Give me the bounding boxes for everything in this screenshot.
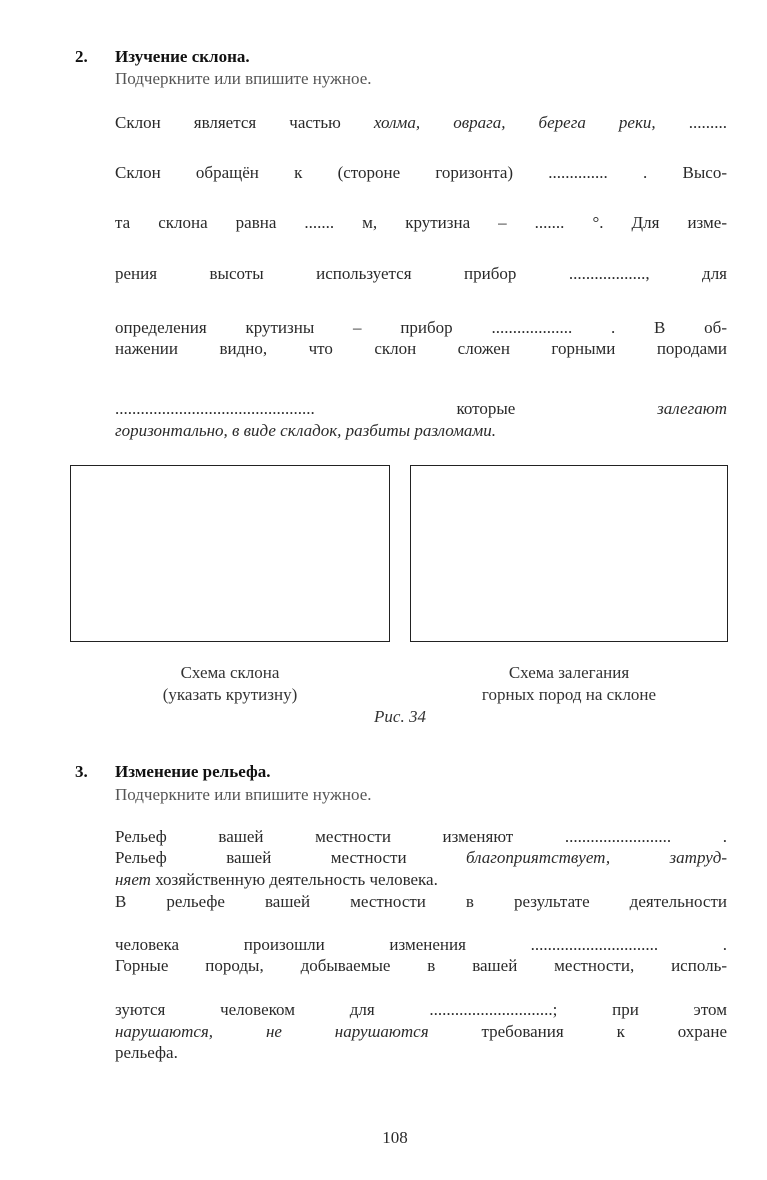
text-line: нажении видно, что склон сложен горными породами (115, 339, 727, 358)
text-line: Рельеф вашей местности благоприятствует, затруд- (115, 848, 727, 867)
caption-line: горных пород на склоне (481, 685, 657, 704)
instruction: Подчеркните или впишите нужное. (115, 69, 372, 88)
section-number: 2. (75, 47, 88, 66)
left-caption (70, 662, 390, 706)
slope-diagram-box[interactable] (70, 465, 390, 642)
text-line: нарушаются, не нарушаются требования к охране (115, 1022, 727, 1041)
text-line: Склон обращён к (стороне горизонта) .............. . Высо- (115, 163, 727, 182)
section-title: Изучение склона. (115, 47, 250, 66)
text-line: рения высоты используется прибор .................., для (115, 264, 727, 283)
caption-line: (указать крутизну) (162, 685, 298, 704)
caption-line: Схема залегания (508, 663, 630, 682)
text-line: Рельеф вашей местности изменяют ......................... . (115, 827, 727, 846)
text-line: человека произошли изменения .............................. . (115, 935, 727, 954)
text-line: рельефа. (115, 1043, 178, 1062)
text-line: Склон является частью холма, оврага, берега реки, ......... (115, 113, 727, 132)
section-number: 3. (75, 762, 88, 781)
caption-line: Схема склона (180, 663, 280, 682)
section-title: Изменение рельефа. (115, 762, 271, 781)
text-line: Горные породы, добываемые в вашей местности, исполь- (115, 956, 727, 975)
text-line: определения крутизны – прибор ................... . В об- (115, 318, 727, 337)
text-line: та склона равна ....... м, крутизна – ....... °. Для изме- (115, 213, 727, 232)
instruction: Подчеркните или впишите нужное. (115, 785, 372, 804)
page-number: 108 (382, 1128, 408, 1147)
text-line: ............................................... которые залегают (115, 399, 727, 418)
rock-layers-diagram-box[interactable] (410, 465, 728, 642)
text-line: горизонтально, в виде складок, разбиты разломами. (115, 421, 497, 440)
figure-label: Рис. 34 (374, 707, 426, 726)
text-line: В рельефе вашей местности в результате деятельности (115, 892, 727, 911)
text-line: няет хозяйственную деятельность человека. (115, 870, 438, 889)
right-caption (410, 662, 728, 706)
text-line: зуются человеком для .............................; при этом (115, 1000, 727, 1019)
